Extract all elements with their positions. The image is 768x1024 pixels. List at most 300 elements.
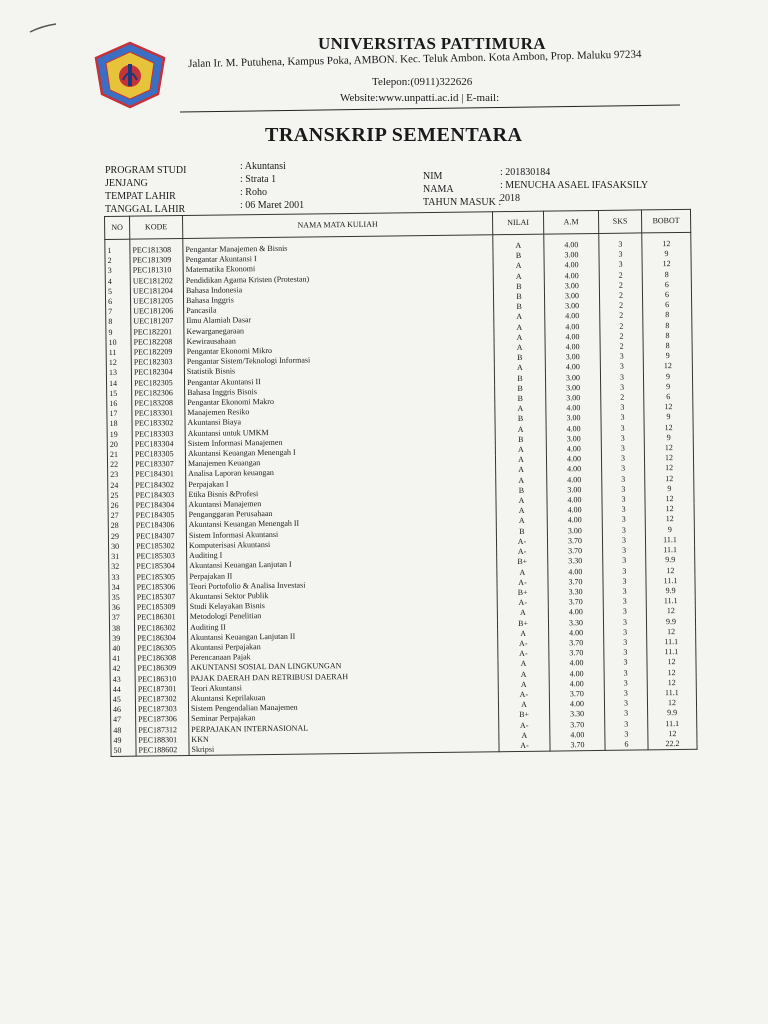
cell-no: 43 <box>110 674 135 685</box>
cell-nilai: B <box>496 485 547 496</box>
cell-am: 4.00 <box>545 322 600 333</box>
cell-am: 3.70 <box>548 546 603 557</box>
cell-kode: PEC181309 <box>130 255 183 266</box>
cell-bobot: 12 <box>646 606 695 617</box>
cell-no: 50 <box>111 746 136 757</box>
cell-bobot: 6 <box>644 392 693 403</box>
cell-nilai: B <box>494 373 545 384</box>
value-tanggal-lahir: : 06 Maret 2001 <box>240 200 305 211</box>
cell-no: 24 <box>108 480 133 491</box>
cell-nama: Sistem Pengendalian Manajemen <box>188 700 498 714</box>
cell-kode: UEC181205 <box>130 296 183 307</box>
cell-no: 6 <box>105 297 130 308</box>
cell-bobot: 12 <box>644 453 693 464</box>
cell-am: 3.70 <box>549 648 604 659</box>
cell-nama: KKN <box>189 731 499 745</box>
cell-am: 3.00 <box>546 393 601 404</box>
cell-sks: 3 <box>602 525 645 536</box>
cell-nama: Perpajakan I <box>186 476 496 490</box>
cell-nama: Matematika Ekonomi <box>183 262 493 276</box>
cell-nilai: B <box>494 353 545 364</box>
cell-nilai: A <box>498 659 549 670</box>
cell-am: 3.30 <box>548 617 603 628</box>
cell-nilai: A <box>496 465 547 476</box>
cell-nama: Akuntansi Keuangan Lanjutan II <box>188 629 498 643</box>
cell-kode: PEC181308 <box>130 239 183 256</box>
cell-sks: 3 <box>602 484 645 495</box>
cell-bobot: 8 <box>643 331 692 342</box>
cell-am: 4.00 <box>545 311 600 322</box>
cell-nama: Bahasa Indonesia <box>183 282 493 296</box>
cell-no: 47 <box>111 715 136 726</box>
cell-sks: 2 <box>600 341 643 352</box>
cell-bobot: 12 <box>647 627 696 638</box>
cell-no: 4 <box>105 276 130 287</box>
cell-no: 22 <box>107 460 132 471</box>
cell-kode: UEC181204 <box>130 286 183 297</box>
cell-bobot: 12 <box>645 463 694 474</box>
cell-am: 4.00 <box>549 668 604 679</box>
cell-sks: 3 <box>599 260 642 271</box>
cell-am: 3.00 <box>545 301 600 312</box>
cell-sks: 2 <box>600 331 643 342</box>
cell-nama: Akuntansi untuk UMKM <box>185 425 495 439</box>
cell-am: 4.00 <box>550 730 605 741</box>
cell-nama: Akuntansi Keuangan Menengah II <box>186 517 496 531</box>
cell-no: 46 <box>110 705 135 716</box>
cell-sks: 3 <box>603 566 646 577</box>
cell-sks: 2 <box>599 290 642 301</box>
student-info-values-left <box>240 160 304 212</box>
header-no: NO <box>105 216 130 239</box>
cell-sks: 2 <box>600 321 643 332</box>
cell-am: 3.00 <box>544 291 599 302</box>
cell-nama: PAJAK DAERAH DAN RETRIBUSI DAERAH <box>188 670 498 684</box>
cell-bobot: 9 <box>645 524 694 535</box>
cell-sks: 3 <box>599 250 642 261</box>
cell-kode: PEC184307 <box>133 531 186 542</box>
cell-kode: UEC181202 <box>130 276 183 287</box>
cell-nilai: A <box>494 343 545 354</box>
cell-kode: PEC182305 <box>131 378 184 389</box>
cell-kode: PEC184305 <box>133 510 186 521</box>
university-website: Website:www.unpatti.ac.id | E-mail: <box>340 92 500 104</box>
cell-am: 3.00 <box>547 526 602 537</box>
cell-nama: PERPAJAKAN INTERNASIONAL <box>189 721 499 735</box>
cell-sks: 2 <box>599 280 642 291</box>
cell-no: 15 <box>107 389 132 400</box>
cell-kode: PEC183304 <box>132 439 185 450</box>
cell-nilai: A <box>497 567 548 578</box>
cell-am: 3.70 <box>550 719 605 730</box>
cell-nilai: A <box>498 679 549 690</box>
cell-bobot: 12 <box>647 698 696 709</box>
cell-sks: 3 <box>601 443 644 454</box>
cell-kode: PEC183301 <box>132 408 185 419</box>
cell-nama: Pengantar Manajemen & Bisnis <box>183 235 493 255</box>
cell-am: 4.00 <box>549 658 604 669</box>
cell-nama: Kewarganegaraan <box>184 323 494 337</box>
cell-no: 30 <box>108 542 133 553</box>
cell-sks: 3 <box>602 494 645 505</box>
cell-nama: Bahasa Inggris Bisnis <box>185 384 495 398</box>
cell-bobot: 11.1 <box>647 647 696 658</box>
header-nama: NAMA MATA KULIAH <box>183 212 493 239</box>
cell-kode: PEC183303 <box>132 429 185 440</box>
cell-sks: 6 <box>605 739 648 750</box>
cell-nilai: A <box>496 516 547 527</box>
cell-nilai: A <box>496 475 547 486</box>
label-program-studi: PROGRAM STUDI <box>105 165 187 176</box>
header-am: A.M <box>543 210 598 234</box>
cell-kode: PEC182209 <box>131 347 184 358</box>
cell-am: 3.30 <box>548 556 603 567</box>
university-logo-icon <box>92 40 168 110</box>
header-bobot: BOBOT <box>641 209 690 233</box>
cell-nama: Ilmu Alamiah Dasar <box>184 313 494 327</box>
header-kode: KODE <box>130 216 183 240</box>
label-jenjang: JENJANG <box>105 178 148 189</box>
cell-sks: 3 <box>604 678 647 689</box>
cell-nilai: A <box>494 363 545 374</box>
cell-nama: Pancasila <box>184 302 494 316</box>
cell-am: 4.00 <box>546 454 601 465</box>
cell-am: 4.00 <box>547 505 602 516</box>
cell-am: 4.00 <box>547 475 602 486</box>
cell-bobot: 12 <box>645 494 694 505</box>
header-sks: SKS <box>598 210 641 234</box>
cell-am: 3.00 <box>544 250 599 261</box>
cell-kode: PEC186310 <box>135 674 188 685</box>
cell-bobot: 12 <box>647 667 696 678</box>
cell-sks: 3 <box>602 505 645 516</box>
cell-bobot: 11.1 <box>646 545 695 556</box>
cell-kode: PEC188301 <box>136 735 189 746</box>
value-jenjang: : Strata 1 <box>240 174 277 185</box>
cell-am: 4.00 <box>548 607 603 618</box>
cell-am: 4.00 <box>546 444 601 455</box>
cell-sks: 3 <box>601 413 644 424</box>
cell-bobot: 9 <box>642 249 691 260</box>
cell-kode: PEC185303 <box>134 551 187 562</box>
cell-no: 38 <box>109 623 134 634</box>
cell-nilai: A <box>493 234 544 251</box>
cell-kode: PEC184306 <box>133 521 186 532</box>
cell-am: 3.00 <box>546 383 601 394</box>
grades-table-body <box>105 232 697 756</box>
cell-nilai: A <box>495 445 546 456</box>
cell-nilai: A <box>498 700 549 711</box>
cell-no: 1 <box>105 239 130 256</box>
cell-no: 34 <box>109 582 134 593</box>
cell-am: 4.00 <box>549 628 604 639</box>
cell-sks: 3 <box>603 556 646 567</box>
label-tanggal-lahir: TANGGAL LAHIR <box>105 204 186 215</box>
cell-sks: 3 <box>599 233 642 250</box>
cell-kode: PEC188602 <box>136 745 189 756</box>
cell-no: 44 <box>110 684 135 695</box>
cell-sks: 3 <box>604 699 647 710</box>
value-tempat-lahir: : Roho <box>240 187 267 198</box>
cell-no: 12 <box>106 358 131 369</box>
cell-nama: Pengantar Akuntansi I <box>183 251 493 265</box>
cell-sks: 3 <box>601 403 644 414</box>
cell-nilai: B+ <box>497 557 548 568</box>
cell-nama: Kewirausahaan <box>184 333 494 347</box>
cell-bobot: 9 <box>643 371 692 382</box>
cell-nama: Bahasa Inggris <box>183 292 493 306</box>
cell-no: 23 <box>108 470 133 481</box>
header-divider <box>180 105 680 113</box>
cell-am: 3.70 <box>548 597 603 608</box>
cell-nilai: B <box>493 292 544 303</box>
cell-nilai: B <box>495 383 546 394</box>
cell-kode: PEC185305 <box>134 572 187 583</box>
cell-sks: 3 <box>605 729 648 740</box>
cell-bobot: 12 <box>647 657 696 668</box>
cell-nama: Akuntansi Perpajakan <box>188 639 498 653</box>
cell-bobot: 12 <box>648 729 697 740</box>
cell-no: 49 <box>111 735 136 746</box>
cell-am: 4.00 <box>545 362 600 373</box>
cell-sks: 3 <box>603 597 646 608</box>
cell-sks: 3 <box>600 372 643 383</box>
cell-am: 3.30 <box>548 587 603 598</box>
cell-no: 21 <box>107 450 132 461</box>
cell-am: 4.00 <box>547 464 602 475</box>
cell-nama: Penganggaran Perusahaan <box>186 507 496 521</box>
cell-no: 10 <box>106 338 131 349</box>
cell-no: 27 <box>108 511 133 522</box>
grades-table <box>104 209 698 757</box>
cell-bobot: 12 <box>647 678 696 689</box>
cell-no: 41 <box>110 654 135 665</box>
cell-no: 36 <box>109 603 134 614</box>
cell-sks: 3 <box>600 352 643 363</box>
cell-no: 40 <box>110 644 135 655</box>
cell-bobot: 12 <box>645 504 694 515</box>
cell-kode: PEC183302 <box>132 418 185 429</box>
cell-kode: PEC186309 <box>135 663 188 674</box>
cell-nama: Seminar Perpajakan <box>189 711 499 725</box>
cell-nilai: A <box>498 628 549 639</box>
cell-kode: PEC187312 <box>136 725 189 736</box>
value-program-studi: : Akuntansi <box>240 161 286 172</box>
cell-nilai: A <box>494 322 545 333</box>
cell-nama: Akuntansi Keprilakuan <box>188 690 498 704</box>
cell-nilai: B+ <box>497 618 548 629</box>
cell-no: 39 <box>110 633 135 644</box>
cell-kode: PEC184303 <box>133 490 186 501</box>
cell-bobot: 8 <box>642 269 691 280</box>
cell-sks: 3 <box>601 382 644 393</box>
cell-am: 4.00 <box>544 260 599 271</box>
cell-nilai: A- <box>497 577 548 588</box>
cell-sks: 3 <box>604 658 647 669</box>
cell-bobot: 8 <box>643 320 692 331</box>
cell-nilai: A- <box>499 741 550 752</box>
cell-bobot: 12 <box>644 402 693 413</box>
cell-am: 3.70 <box>550 740 605 751</box>
cell-no: 48 <box>111 725 136 736</box>
cell-sks: 2 <box>600 301 643 312</box>
cell-bobot: 12 <box>643 361 692 372</box>
cell-no: 26 <box>108 501 133 512</box>
cell-nama: Analisa Laporan keuangan <box>186 466 496 480</box>
cell-bobot: 11.1 <box>646 596 695 607</box>
cell-kode: PEC182208 <box>131 337 184 348</box>
cell-am: 3.30 <box>550 709 605 720</box>
cell-nilai: A <box>495 424 546 435</box>
cell-bobot: 11.1 <box>648 718 697 729</box>
cell-sks: 3 <box>604 688 647 699</box>
cell-sks: 3 <box>604 668 647 679</box>
student-info-values-right <box>500 166 648 205</box>
cell-kode: PEC186304 <box>135 633 188 644</box>
cell-kode: PEC181310 <box>130 265 183 276</box>
cell-am: 3.70 <box>549 638 604 649</box>
cell-bobot: 9.9 <box>646 616 695 627</box>
cell-nilai: A <box>498 669 549 680</box>
cell-sks: 3 <box>600 362 643 373</box>
cell-kode: PEC187306 <box>136 714 189 725</box>
cell-nilai: B <box>493 281 544 292</box>
cell-no: 31 <box>109 552 134 563</box>
label-tahun-masuk: TAHUN MASUK : <box>423 197 502 208</box>
cell-nama: Akuntansi Biaya <box>185 415 495 429</box>
cell-nilai: A <box>496 496 547 507</box>
cell-am: 4.00 <box>548 566 603 577</box>
cell-nama: Etika Bisnis &Profesi <box>186 486 496 500</box>
cell-nilai: A- <box>499 720 550 731</box>
cell-am: 3.70 <box>548 577 603 588</box>
cell-no: 8 <box>106 317 131 328</box>
cell-sks: 3 <box>602 474 645 485</box>
cell-nilai: A <box>493 271 544 282</box>
cell-kode: PEC183305 <box>132 449 185 460</box>
cell-am: 3.70 <box>549 689 604 700</box>
cell-no: 33 <box>109 572 134 583</box>
cell-am: 3.70 <box>547 536 602 547</box>
cell-nama: Skripsi <box>189 741 499 755</box>
cell-nilai: B <box>495 394 546 405</box>
cell-no: 35 <box>109 593 134 604</box>
cell-kode: PEC187301 <box>135 684 188 695</box>
cell-kode: PEC184302 <box>133 480 186 491</box>
cell-bobot: 12 <box>642 232 691 249</box>
cell-bobot: 8 <box>643 310 692 321</box>
cell-sks: 3 <box>604 627 647 638</box>
cell-nilai: A <box>494 312 545 323</box>
cell-no: 45 <box>110 695 135 706</box>
cell-kode: PEC182306 <box>132 388 185 399</box>
cell-no: 2 <box>105 256 130 267</box>
cell-nilai: A <box>497 608 548 619</box>
cell-nilai: B <box>493 251 544 262</box>
cell-sks: 3 <box>603 586 646 597</box>
cell-sks: 3 <box>601 433 644 444</box>
cell-nilai: A <box>495 404 546 415</box>
cell-sks: 2 <box>600 311 643 322</box>
cell-nama: Pengantar Ekonomi Mikro <box>184 343 494 357</box>
cell-nama: Akuntansi Manajemen <box>186 496 496 510</box>
cell-nilai: A- <box>498 649 549 660</box>
cell-bobot: 9 <box>643 351 692 362</box>
cell-am: 4.00 <box>544 271 599 282</box>
cell-am: 4.00 <box>547 495 602 506</box>
cell-no: 11 <box>106 348 131 359</box>
cell-kode: PEC186305 <box>135 643 188 654</box>
student-info-labels-right <box>423 170 501 209</box>
cell-sks: 3 <box>603 607 646 618</box>
cell-sks: 3 <box>602 535 645 546</box>
cell-nama: Pengantar Akuntansi II <box>184 374 494 388</box>
header-nilai: NILAI <box>492 211 543 235</box>
value-tahun-masuk: 2018 <box>500 193 520 204</box>
cell-nilai: B <box>495 414 546 425</box>
cell-nama: Manajemen Keuangan <box>185 456 495 470</box>
cell-kode: PEC185304 <box>134 561 187 572</box>
cell-nilai: B <box>494 302 545 313</box>
cell-sks: 3 <box>603 576 646 587</box>
cell-nilai: B+ <box>499 710 550 721</box>
cell-bobot: 9 <box>644 412 693 423</box>
cell-no: 37 <box>109 613 134 624</box>
cell-kode: PEC182201 <box>131 327 184 338</box>
cell-bobot: 9.9 <box>646 586 695 597</box>
value-nama: : MENUCHA ASAEL IFASAKSILY <box>500 180 649 191</box>
cell-kode: PEC186301 <box>134 612 187 623</box>
document-title: TRANSKRIP SEMENTARA <box>265 124 523 146</box>
cell-bobot: 9 <box>644 382 693 393</box>
cell-kode: PEC183307 <box>132 459 185 470</box>
cell-no: 32 <box>109 562 134 573</box>
cell-kode: PEC182303 <box>131 357 184 368</box>
cell-no: 14 <box>106 378 131 389</box>
cell-sks: 3 <box>603 546 646 557</box>
cell-nilai: A- <box>496 536 547 547</box>
cell-nama: Auditing II <box>187 619 497 633</box>
cell-kode: UEC181206 <box>131 306 184 317</box>
cell-no: 16 <box>107 399 132 410</box>
cell-sks: 3 <box>603 617 646 628</box>
grades-table-wrapper <box>104 209 698 757</box>
cell-nilai: A <box>495 455 546 466</box>
cell-bobot: 6 <box>642 290 691 301</box>
cell-nama: Komputerisasi Akuntansi <box>186 537 496 551</box>
cell-nilai: A <box>494 332 545 343</box>
cell-kode: PEC183208 <box>132 398 185 409</box>
cell-kode: PEC186308 <box>135 653 188 664</box>
cell-am: 3.00 <box>545 352 600 363</box>
cell-nama: Perencanaan Pajak <box>188 649 498 663</box>
cell-am: 4.00 <box>545 332 600 343</box>
cell-nilai: B <box>496 526 547 537</box>
pen-mark <box>28 22 58 34</box>
cell-nama: Perpajakan II <box>187 568 497 582</box>
cell-nama: Manajemen Resiko <box>185 404 495 418</box>
cell-sks: 3 <box>604 648 647 659</box>
cell-bobot: 12 <box>642 259 691 270</box>
cell-bobot: 12 <box>645 514 694 525</box>
cell-nilai: B+ <box>497 588 548 599</box>
cell-am: 4.00 <box>549 679 604 690</box>
cell-sks: 3 <box>604 637 647 648</box>
cell-am: 4.00 <box>546 403 601 414</box>
cell-no: 28 <box>108 521 133 532</box>
cell-sks: 3 <box>605 719 648 730</box>
cell-no: 29 <box>108 531 133 542</box>
